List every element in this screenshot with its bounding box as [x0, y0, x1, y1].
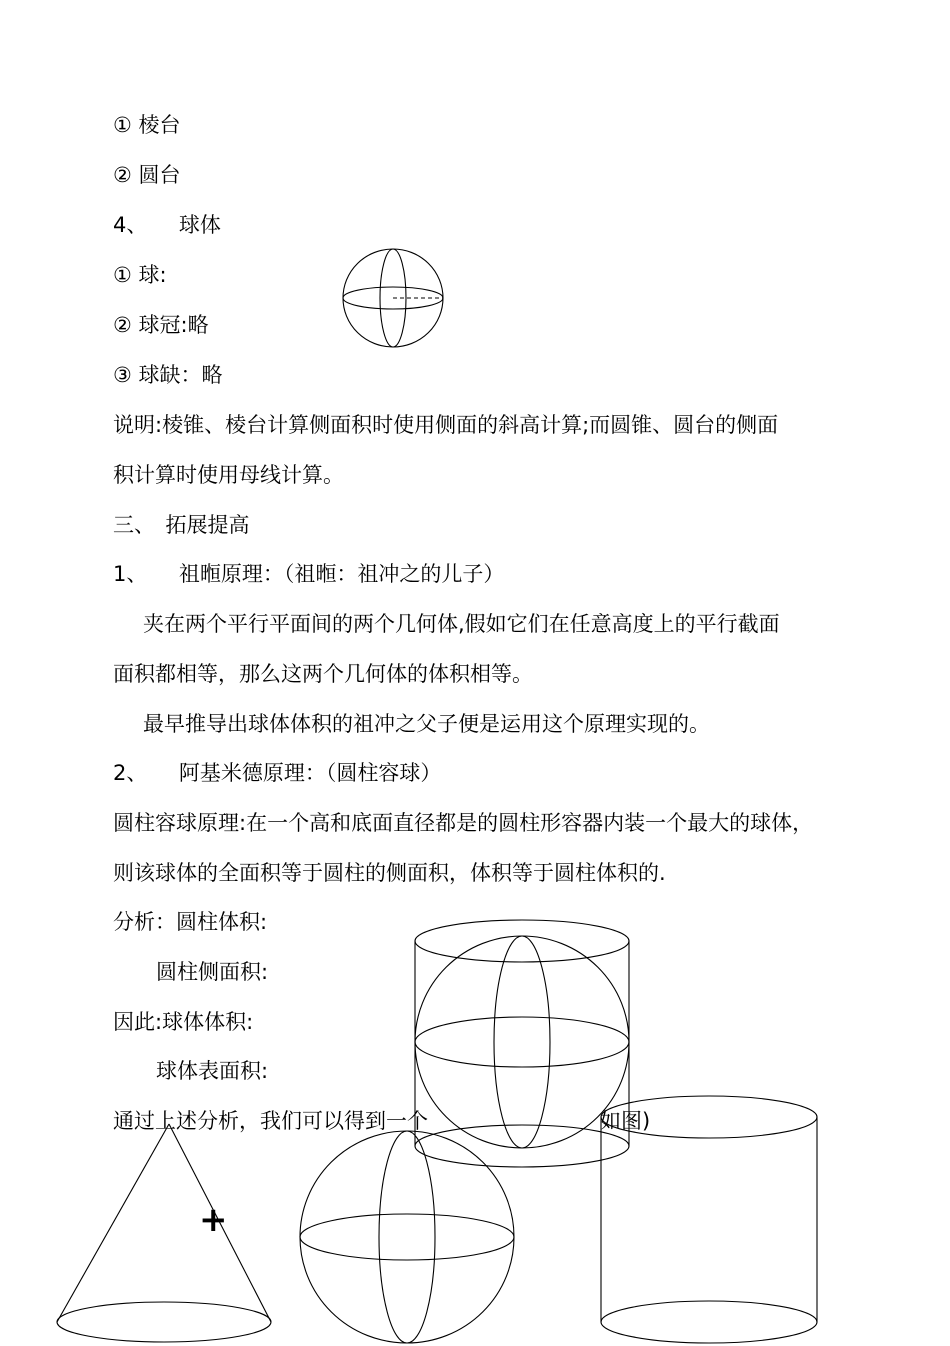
zuxuan-text-1: 夹在两个平行平面间的两个几何体,假如它们在任意高度上的平行截面: [143, 612, 780, 636]
analysis-sphere-volume: 因此:球体体积:: [113, 1010, 254, 1034]
zuxuan-text-3: 最早推导出球体体积的祖冲之父子便是运用这个原理实现的。: [143, 712, 710, 736]
archimedes-text-2: 则该球体的全面积等于圆柱的侧面积，体积等于圆柱体积的.: [113, 861, 666, 885]
analysis-cylinder-lateral-area: 圆柱侧面积:: [156, 960, 269, 984]
sphere-diagram: [338, 244, 448, 352]
cone-left-slant: [57, 1124, 169, 1322]
item-spherical-cap: ② 球冠:略: [113, 313, 209, 337]
heading-zuxuan-principle: 1、 祖暅原理：（祖暅：祖冲之的儿子）: [113, 562, 505, 586]
cone-diagram: [50, 1120, 276, 1346]
sphere-large-diagram: [296, 1128, 520, 1346]
plus-sign: +: [199, 1200, 228, 1240]
large-sphere-equator: [300, 1214, 514, 1260]
archimedes-text-1: 圆柱容球原理:在一个高和底面直径都是的圆柱形容器内装一个最大的球体，: [113, 811, 814, 835]
cone-base-ellipse: [57, 1302, 271, 1342]
cylinder-diagram: [596, 1092, 822, 1346]
item-sphere: ① 球:: [113, 263, 167, 287]
heading-sphere: 4、 球体: [113, 213, 221, 237]
right-cylinder-bottom-ellipse: [601, 1301, 817, 1343]
right-cylinder-top-ellipse: [601, 1096, 817, 1138]
conclusion-text-tail: 如图): [600, 1109, 651, 1133]
item-frustum-pyramid: ① 棱台: [113, 113, 181, 137]
analysis-cylinder-volume: 分析：圆柱体积:: [113, 910, 268, 934]
item-frustum-cone: ② 圆台: [113, 163, 181, 187]
cylinder-top-ellipse: [415, 920, 629, 962]
large-sphere-meridian: [379, 1131, 435, 1343]
note-line-1: 说明:棱锥、棱台计算侧面积时使用侧面的斜高计算;而圆锥、圆台的侧面: [113, 413, 779, 437]
large-sphere-outline: [300, 1131, 514, 1343]
zuxuan-text-2: 面积都相等，那么这两个几何体的体积相等。: [113, 662, 533, 686]
heading-archimedes-principle: 2、 阿基米德原理：（圆柱容球）: [113, 761, 442, 785]
item-spherical-segment: ③ 球缺：略: [113, 363, 223, 387]
section-heading-extension: 三、 拓展提高: [113, 513, 250, 537]
analysis-sphere-surface-area: 球体表面积:: [156, 1059, 269, 1083]
inner-sphere-meridian: [494, 936, 550, 1148]
conclusion-text: 通过上述分析，我们可以得到一个: [113, 1109, 428, 1133]
note-line-2: 积计算时使用母线计算。: [113, 463, 344, 487]
inner-sphere-equator: [415, 1017, 629, 1067]
